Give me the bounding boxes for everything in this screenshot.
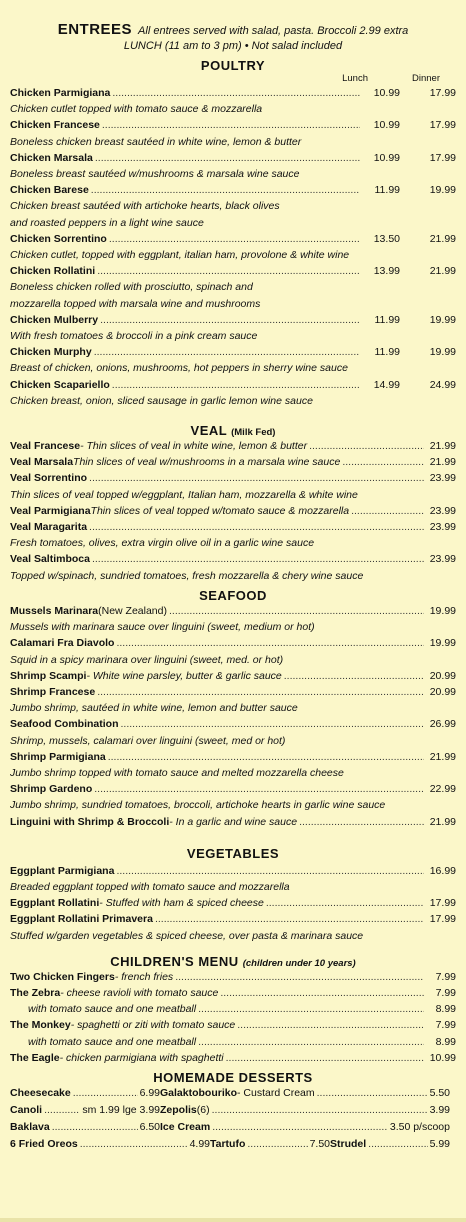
menu-item-row (10, 1050, 456, 1066)
dot-leader (89, 470, 424, 486)
desserts-title: HOMEMADE DESSERTS (153, 1069, 313, 1085)
lunch-price: 11.99 (374, 184, 400, 197)
item-inline-description: - Thin slices of veal in white wine, lemon & butter (80, 440, 308, 453)
dessert-name: Strudel (330, 1137, 367, 1150)
item-price: 16.99 (429, 864, 456, 877)
veal-header (10, 423, 456, 438)
item-description: mozzarella topped with marsala wine and mushrooms (10, 297, 261, 310)
menu-item-row (10, 781, 456, 797)
item-description: Chicken cutlet topped with tomato sauce & mozzarella (10, 103, 263, 116)
dot-leader (97, 684, 424, 700)
veal-subtitle: (Milk Fed) (231, 427, 276, 439)
dot-leader (299, 814, 424, 830)
dessert-item (10, 1102, 160, 1119)
item-description: Breaded eggplant topped with tomato sauce and mozzarella (10, 880, 290, 893)
item-price: 10.99 (429, 1051, 456, 1064)
dessert-name: Zepolis (160, 1103, 197, 1116)
item-description: Squid in a spicy marinara over linguini (sweet, med. or hot) (10, 653, 284, 666)
entrees-note: All entrees served with salad, pasta. Broccoli 2.99 extra (138, 25, 409, 37)
dinner-price: 24.99 (429, 378, 456, 391)
dinner-price: 21.99 (429, 265, 456, 278)
menu-item-row (10, 438, 456, 454)
dot-leader (226, 1050, 424, 1066)
dot-leader (116, 635, 424, 651)
dessert-price: 5.50 (429, 1086, 450, 1099)
dot-leader (94, 344, 360, 360)
item-name: Shrimp Scampi (10, 669, 87, 682)
dot-leader (175, 969, 424, 985)
dessert-price: 5.99 (429, 1137, 450, 1150)
entrees-header (10, 22, 456, 54)
item-price: 7.99 (435, 986, 456, 999)
item-name: Veal Marsala (10, 456, 74, 469)
item-description: Mussels with marinara sauce over linguini (sweet, medium or hot) (10, 621, 315, 634)
item-description: Jumbo shrimp, sundried tomatoes, broccoli, artichoke hearts in garlic wine sauce (10, 799, 386, 812)
item-name: Chicken Marsala (10, 151, 93, 164)
item-inline-description: - chicken parmigiana with spaghetti (59, 1051, 224, 1064)
price-column-headers (10, 73, 456, 85)
item-name: Veal Saltimboca (10, 553, 90, 566)
dot-leader (89, 519, 424, 535)
item-name: Shrimp Parmigiana (10, 750, 106, 763)
dessert-row (10, 1136, 456, 1153)
menu-item-row (10, 863, 456, 879)
item-price: 20.99 (429, 669, 456, 682)
menu-item-row (10, 377, 456, 393)
menu-item-row (10, 312, 456, 328)
dessert-price: 6.99 (139, 1086, 160, 1099)
subitem-description: with tomato sauce and one meatball (28, 1035, 197, 1048)
dot-leader (116, 863, 424, 879)
dot-leader (237, 1017, 424, 1033)
menu-item-row (10, 470, 456, 486)
item-price: 7.99 (435, 1019, 456, 1032)
item-price: 17.99 (429, 913, 456, 926)
dessert-name: Baklava (10, 1120, 50, 1133)
dessert-name: Canoli (10, 1103, 43, 1116)
menu-item-row (10, 519, 456, 535)
item-inline-description: - french fries (114, 970, 174, 983)
item-price: 23.99 (429, 521, 456, 534)
dessert-price: 3.50 p/scoop (389, 1120, 450, 1133)
dot-leader (109, 231, 360, 247)
dot-leader (97, 263, 360, 279)
dot-leader (91, 182, 360, 198)
dessert-item (160, 1102, 450, 1119)
item-note: (New Zealand) (98, 604, 167, 617)
item-description: Shrimp, mussels, calamari over linguini (sweet, med or hot) (10, 734, 286, 747)
dessert-name: 6 Fried Oreos (10, 1137, 78, 1150)
lunch-price: 10.99 (373, 87, 400, 99)
item-price: 21.99 (429, 815, 456, 828)
item-price: 19.99 (429, 637, 456, 650)
dot-leader (368, 1136, 427, 1153)
dot-leader (169, 603, 424, 619)
dot-leader (198, 1001, 424, 1017)
dot-leader (212, 1102, 428, 1119)
dinner-price: 17.99 (429, 119, 456, 132)
item-name: Mussels Marinara (10, 604, 99, 617)
item-name: The Zebra (10, 986, 61, 999)
menu-page (0, 22, 466, 1222)
dessert-note: - Custard Cream (237, 1086, 315, 1099)
poultry-title: POULTRY (200, 58, 266, 73)
item-name: Shrimp Francese (10, 685, 96, 698)
menu-item-row (10, 344, 456, 360)
item-description: Topped w/spinach, sundried tomatoes, fresh mozzarella & chery wine sauce (10, 569, 364, 582)
menu-item-row (10, 814, 456, 830)
item-inline-description: Thin slices of veal topped w/tomato sauce & mozzarella (90, 504, 350, 517)
item-name: Chicken Francese (10, 119, 100, 132)
dinner-price: 19.99 (429, 184, 456, 197)
dessert-item (210, 1136, 330, 1153)
item-name: Two Chicken Fingers (10, 970, 115, 983)
dot-leader (309, 438, 424, 454)
dot-leader (102, 117, 360, 133)
lunch-price: 14.99 (373, 378, 400, 391)
dessert-item (160, 1119, 450, 1136)
children-subtitle: (children under 10 years) (242, 957, 356, 969)
dot-leader (284, 668, 424, 684)
dessert-price: 6.50 (139, 1120, 160, 1133)
item-description: and roasted peppers in a light wine sauce (10, 216, 204, 229)
dinner-price: 21.99 (429, 232, 456, 245)
dot-leader (112, 85, 360, 101)
menu-subitem-row (10, 1034, 456, 1050)
item-price: 26.99 (429, 718, 456, 731)
lunch-price: 13.50 (373, 232, 400, 245)
menu-item-row (10, 895, 456, 911)
menu-item-row (10, 150, 456, 166)
lunch-note: LUNCH (11 am to 3 pm) • Not salad included (123, 40, 343, 52)
vegetables-title: VEGETABLES (186, 845, 280, 861)
lunch-price: 10.99 (373, 119, 400, 132)
menu-item-row (10, 117, 456, 133)
item-description: Stuffed w/garden vegetables & spiced cheese, over pasta & marinara sauce (10, 929, 364, 942)
menu-item-row (10, 231, 456, 247)
menu-item-row (10, 716, 456, 732)
dessert-item (10, 1119, 160, 1136)
menu-item-row (10, 635, 456, 651)
item-price: 21.99 (429, 440, 456, 453)
menu-item-row (10, 551, 456, 567)
item-description: Chicken cutlet, topped with eggplant, italian ham, provolone & white wine (10, 249, 350, 262)
dot-leader (80, 1136, 188, 1153)
item-inline-description: - In a garlic and wine sauce (169, 815, 298, 828)
dot-leader (247, 1136, 307, 1153)
lunch-price: 11.99 (374, 313, 400, 326)
dot-leader (108, 749, 424, 765)
item-description: Jumbo shrimp, sautéed in white wine, lemon and butter sauce (10, 702, 298, 715)
item-name: The Monkey (10, 1019, 71, 1032)
menu-item-row (10, 684, 456, 700)
subitem-description: with tomato sauce and one meatball (28, 1003, 197, 1016)
item-price: 20.99 (429, 685, 456, 698)
dessert-row (10, 1119, 456, 1136)
entrees-title: ENTREES (57, 21, 133, 38)
dot-leader (212, 1119, 388, 1136)
subitem-price: 8.99 (435, 1035, 456, 1048)
item-name: Eggplant Rollatini (10, 897, 100, 910)
vegetables-list (10, 863, 456, 944)
dessert-item (160, 1085, 450, 1102)
dessert-name: Tartufo (210, 1137, 246, 1150)
item-name: Linguini with Shrimp & Broccoli (10, 815, 170, 828)
dinner-price: 17.99 (429, 151, 456, 164)
dinner-price: 17.99 (429, 87, 456, 99)
item-price: 23.99 (429, 553, 456, 566)
item-inline-description: - White wine parsley, butter & garlic sauce (86, 669, 282, 682)
dot-leader (155, 911, 424, 927)
lunch-column-header: Lunch (342, 73, 368, 84)
item-description: With fresh tomatoes & broccoli in a pink cream sauce (10, 330, 258, 343)
subitem-price: 8.99 (435, 1003, 456, 1016)
item-name: Chicken Murphy (10, 346, 92, 359)
item-name: Calamari Fra Diavolo (10, 637, 115, 650)
item-description: Boneless chicken breast sautéed in white wine, lemon & butter (10, 135, 302, 148)
item-name: Eggplant Parmigiana (10, 864, 115, 877)
dot-leader (220, 985, 424, 1001)
dessert-name: Ice Cream (160, 1120, 211, 1133)
veal-list (10, 438, 456, 584)
item-price: 22.99 (429, 783, 456, 796)
item-price: 21.99 (429, 456, 456, 469)
dot-leader (100, 312, 360, 328)
dinner-price: 19.99 (429, 313, 456, 326)
dessert-price: 4.99 (189, 1137, 210, 1150)
seafood-list (10, 603, 456, 830)
children-header (10, 954, 456, 969)
item-name: Veal Sorrentino (10, 472, 88, 485)
item-name: Chicken Barese (10, 184, 89, 197)
menu-item-row (10, 969, 456, 985)
dot-leader (44, 1102, 80, 1119)
dessert-name: Galaktobouriko (160, 1086, 238, 1099)
dot-leader (266, 895, 424, 911)
menu-item-row (10, 85, 456, 101)
item-inline-description: Thin slices of veal w/mushrooms in a marsala wine sauce (73, 456, 341, 469)
desserts-list (10, 1085, 456, 1153)
menu-item-row (10, 1017, 456, 1033)
item-name: Eggplant Rollatini Primavera (10, 913, 153, 926)
lunch-price: 13.99 (373, 265, 400, 278)
menu-item-row (10, 749, 456, 765)
menu-item-row (10, 985, 456, 1001)
item-description: Boneless breast sautéed w/mushrooms & marsala wine sauce (10, 168, 300, 181)
item-description: Boneless chicken rolled with prosciutto, spinach and (10, 281, 253, 294)
item-price: 21.99 (429, 750, 456, 763)
children-title: CHILDREN'S MENU (110, 953, 239, 969)
item-price: 17.99 (429, 897, 456, 910)
item-name: Seafood Combination (10, 718, 119, 731)
menu-item-row (10, 182, 456, 198)
item-inline-description: - spaghetti or ziti with tomato sauce (70, 1019, 236, 1032)
dot-leader (342, 454, 424, 470)
dot-leader (94, 781, 424, 797)
item-name: Chicken Scapariello (10, 378, 110, 391)
dot-leader (198, 1034, 424, 1050)
menu-item-row (10, 668, 456, 684)
bottom-border (0, 1218, 466, 1222)
item-name: Shrimp Gardeno (10, 783, 93, 796)
dot-leader (95, 150, 360, 166)
dessert-price: 3.99 (429, 1103, 450, 1116)
item-description: Chicken breast sautéed with artichoke hearts, black olives (10, 200, 280, 213)
children-list (10, 969, 456, 1066)
item-description: Thin slices of veal topped w/eggplant, Italian ham, mozzarella & white wine (10, 488, 358, 501)
poultry-list (10, 85, 456, 409)
menu-item-row (10, 503, 456, 519)
dot-leader (73, 1085, 138, 1102)
item-name: Veal Parmigiana (10, 504, 91, 517)
item-name: Veal Maragarita (10, 521, 88, 534)
item-name: Chicken Rollatini (10, 265, 96, 278)
item-price: 7.99 (435, 970, 456, 983)
item-description: Fresh tomatoes, olives, extra virgin olive oil in a garlic wine sauce (10, 537, 315, 550)
item-name: Chicken Parmigiana (10, 87, 111, 99)
dot-leader (112, 377, 360, 393)
dessert-item (330, 1136, 450, 1153)
item-price: 19.99 (429, 604, 456, 617)
item-price: 23.99 (429, 504, 456, 517)
dot-leader (52, 1119, 138, 1136)
dinner-price: 19.99 (429, 346, 456, 359)
menu-subitem-row (10, 1001, 456, 1017)
lunch-price: 10.99 (373, 151, 400, 164)
dessert-price: sm 1.99 lge 3.99 (82, 1103, 160, 1116)
item-description: Breast of chicken, onions, mushrooms, hot peppers in sherry wine sauce (10, 362, 348, 375)
dinner-column-header: Dinner (412, 73, 440, 84)
dessert-row (10, 1085, 456, 1102)
dessert-row (10, 1102, 456, 1119)
dessert-price: 7.50 (309, 1137, 330, 1150)
dot-leader (121, 716, 425, 732)
item-description: Chicken breast, onion, sliced sausage in garlic lemon wine sauce (10, 394, 313, 407)
seafood-title: SEAFOOD (199, 587, 267, 603)
item-price: 23.99 (429, 472, 456, 485)
dot-leader (351, 503, 424, 519)
dot-leader (317, 1085, 428, 1102)
item-inline-description: - Stuffed with ham & spiced cheese (99, 897, 264, 910)
dessert-item (10, 1136, 210, 1153)
dot-leader (92, 551, 424, 567)
lunch-price: 11.99 (374, 346, 400, 359)
item-description: Jumbo shrimp topped with tomato sauce and melted mozzarella cheese (10, 766, 344, 779)
item-name: Chicken Sorrentino (10, 232, 107, 245)
menu-item-row (10, 911, 456, 927)
item-name: The Eagle (10, 1051, 60, 1064)
dessert-note: (6) (196, 1103, 210, 1116)
menu-item-row (10, 454, 456, 470)
veal-title: VEAL (190, 423, 227, 439)
menu-item-row (10, 263, 456, 279)
dessert-name: Cheesecake (10, 1086, 71, 1099)
item-name: Veal Francese (10, 440, 81, 453)
item-inline-description: - cheese ravioli with tomato sauce (60, 986, 219, 999)
menu-item-row (10, 603, 456, 619)
dessert-item (10, 1085, 160, 1102)
item-name: Chicken Mulberry (10, 313, 99, 326)
